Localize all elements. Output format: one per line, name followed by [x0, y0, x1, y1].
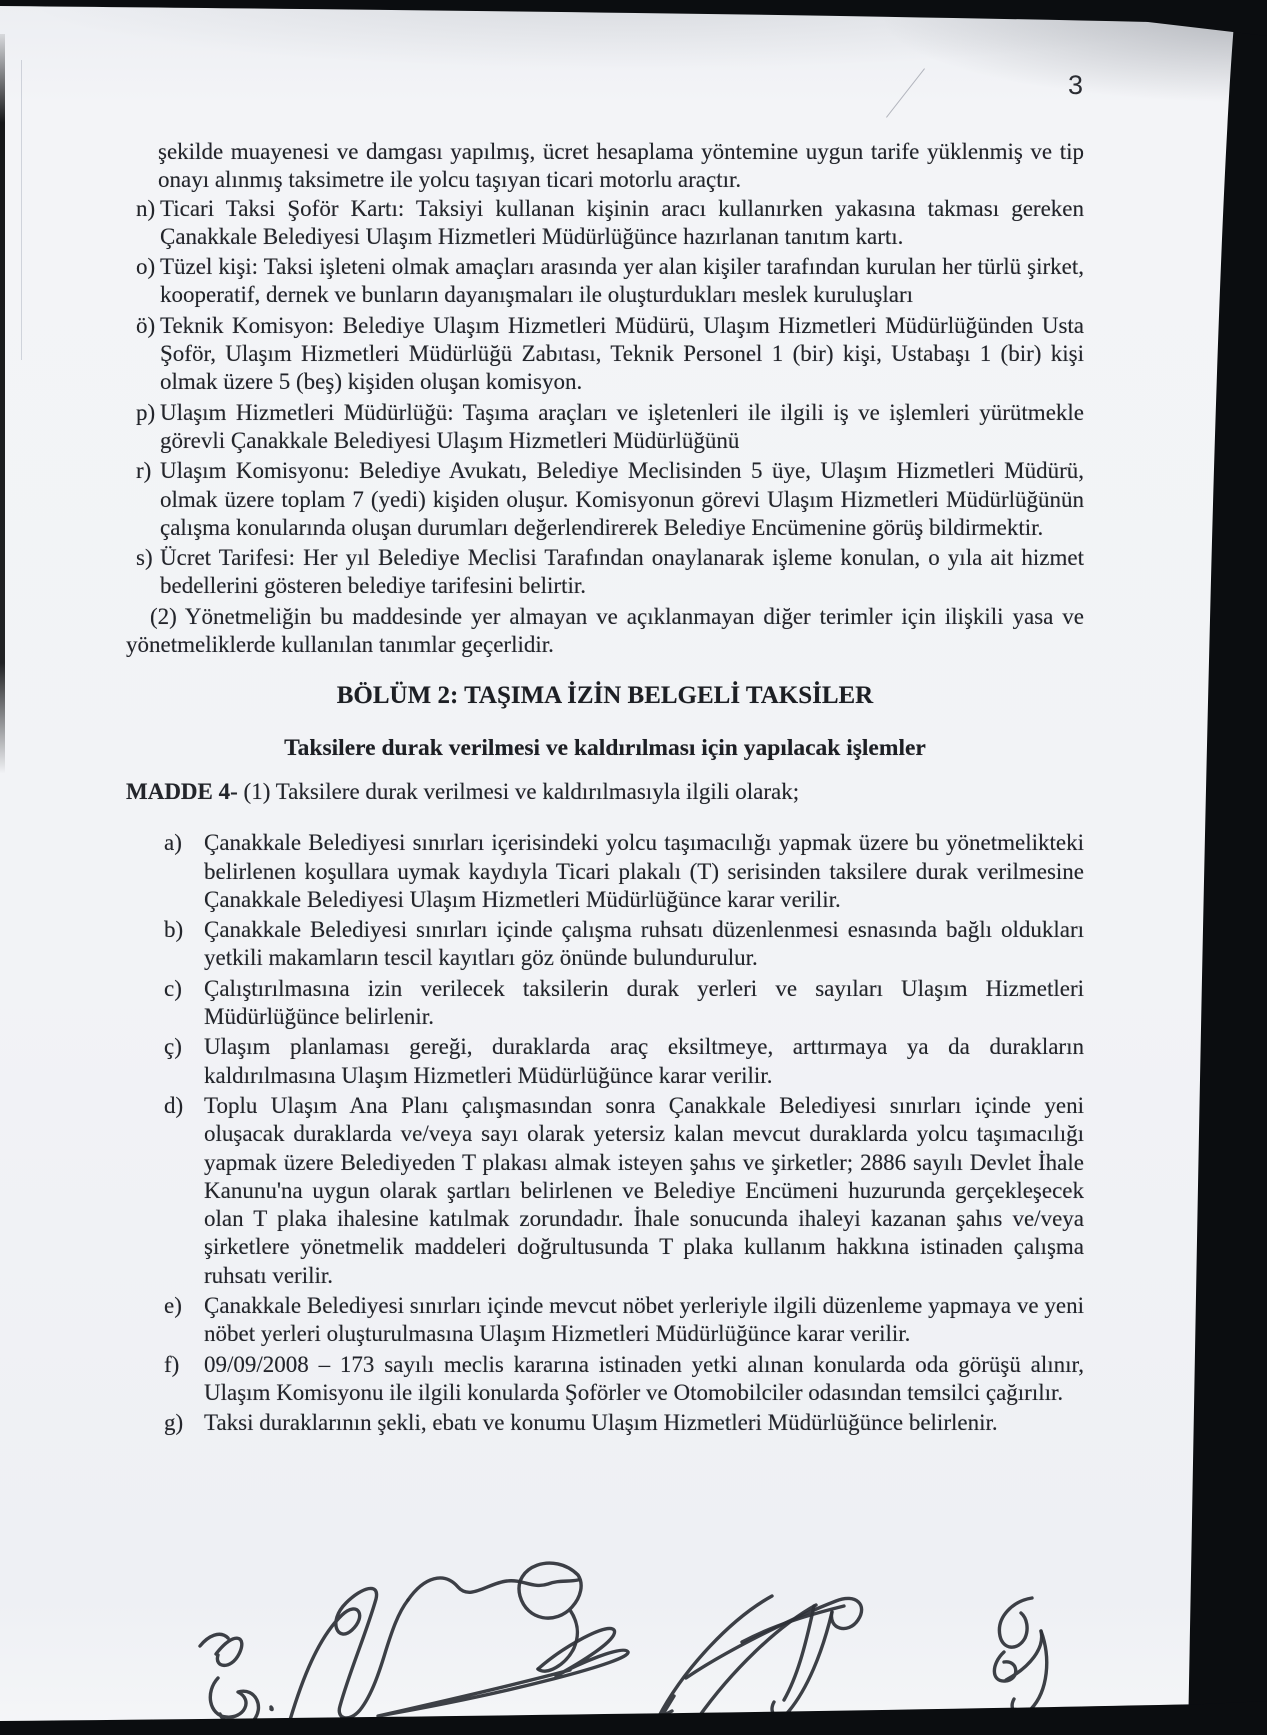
item-letter: r): [136, 458, 152, 484]
madde4-item-a: [126, 829, 1084, 914]
madde-4-label: MADDE 4-: [126, 778, 238, 804]
page-number: 3: [1068, 70, 1084, 100]
madde4-item-g: [126, 1409, 1084, 1437]
scan-edge-right: [1188, 0, 1267, 1735]
item-letter: d): [164, 1092, 184, 1118]
madde-4-paragraph: [126, 778, 1084, 806]
item-text: Toplu Ulaşım Ana Planı çalışmasından sonra Çanakkale Belediyesi sınırları içinde yeni oluşacak duraklarda ve/veya sayı olarak yetersiz kalan mevcut duraklarda yolcu taşımacılığı yapmak üzere Belediyeden T plakası almak isteyen şahıs ve şirketler; 2886 sayılı Devlet İhale Kanunu'na uygun olarak şartları belirlenen ve Belediye Encümeni huzurunda gerçekleşecek olan T plaka ihalesine katılmak zorundadır. İhale sonucunda ihaleyi kazanan şahıs ve/veya şirketlere yönetmelik maddeleri doğrultusunda T plaka kullanım hakkına istinaden çalışma ruhsatı verilir.: [204, 1092, 1084, 1288]
paper-crease: [21, 60, 22, 360]
paragraph-continuation: şekilde muayenesi ve damgası yapılmış, ücret hesaplama yöntemine uygun tarife yüklenmiş ve tip onayı alınmış taksimetre ile yolcu taşıyan ticari motorlu araçtır.: [158, 139, 1084, 193]
signature-block: [150, 1558, 1210, 1735]
definition-item-r: [126, 457, 1084, 542]
item-letter: s): [136, 545, 153, 571]
item-text: Ulaşım Komisyonu: Belediye Avukatı, Belediye Meclisinden 5 üye, Ulaşım Hizmetleri Müdürü, olmak üzere toplam 7 (yedi) kişiden oluşur. Komisyonun görevi Ulaşım Hizmetleri Müdürlüğünün çalışma konularında oluşan durumları değerlendirerek Belediye Encümenine görüş bildirmektir.: [160, 458, 1084, 540]
definition-item-s: [126, 544, 1084, 601]
signature-3: [658, 1596, 862, 1718]
item-text: Çanakkale Belediyesi sınırları içerisindeki yolcu taşımacılığı yapmak üzere bu yönetmelikteki belirlenen koşullara uymak kaydıyla Ticari plakalı (T) serisinden taksilere durak verilmesine Çanakkale Belediyesi Ulaşım Hizmetleri Müdürlüğünce karar verilir.: [204, 830, 1084, 912]
madde4-item-cc: [126, 1033, 1084, 1090]
definition-item-n: [126, 195, 1084, 252]
definition-item-o: [126, 253, 1084, 310]
item-text: 09/09/2008 – 173 sayılı meclis kararına istinaden yetki alınan konularda oda görüşü alınır, Ulaşım Komisyonu ile ilgili konularda Şoförler ve Otomobilciler odasından temsilci çağırılır.: [204, 1351, 1084, 1405]
item-text: Ulaşım planlaması gereği, duraklarda araç eksiltmeye, arttırmaya ya da durakların kaldırılmasına Ulaşım Hizmetleri Müdürlüğünce karar verilir.: [204, 1034, 1084, 1088]
item-letter: b): [164, 917, 184, 943]
madde4-item-b: [126, 916, 1084, 973]
item-text: Çalıştırılmasına izin verilecek taksilerin durak yerleri ve sayıları Ulaşım Hizmetleri Müdürlüğünce belirlenir.: [204, 975, 1084, 1030]
item-text: Tüzel kişi: Taksi işleteni olmak amaçları arasında yer alan kişiler tarafından kurulan her türlü şirket, kooperatif, dernek ve bunların dayanışmaları ile oluşturdukları meslek kuruluşları: [160, 254, 1084, 308]
item-letter: g): [164, 1410, 184, 1436]
madde-4-intro: (1) Taksilere durak verilmesi ve kaldırılmasıyla ilgili olarak;: [237, 778, 800, 804]
definition-item-oe: [126, 312, 1084, 397]
madde4-item-e: [126, 1292, 1084, 1349]
madde4-item-f: [126, 1351, 1084, 1408]
definition-item-p: [126, 399, 1084, 456]
item-letter: e): [164, 1292, 182, 1318]
item-letter: p): [136, 399, 156, 425]
item-text: Ulaşım Hizmetleri Müdürlüğü: Taşıma araçları ve işletenleri ile ilgili iş ve işlemleri yürütmekle görevli Çanakkale Belediyesi Ulaşım Hizmetleri Müdürlüğünü: [160, 399, 1084, 453]
scan-edge-top: [0, 0, 1267, 36]
item-text: Çanakkale Belediyesi sınırları içinde mevcut nöbet yerleriyle ilgili düzenleme yapmaya ve yeni nöbet yerleri oluşturulmasına Ulaşım Hizmetleri Müdürlüğünce karar verilir.: [204, 1292, 1084, 1347]
item-text: Teknik Komisyon: Belediye Ulaşım Hizmetleri Müdürü, Ulaşım Hizmetleri Müdürlüğünden Usta Şoför, Ulaşım Hizmetleri Müdürlüğü Zabıtası, Teknik Personel 1 (bir) kişi, Ustabaşı 1 (bir) kişi olmak üzere 5 (beş) kişiden oluşan komisyon.: [160, 312, 1084, 395]
scan-edge-left: [0, 34, 5, 774]
item-letter: n): [136, 195, 156, 221]
clause-2-paragraph: (2) Yönetmeliğin bu maddesinde yer almayan ve açıklanmayan diğer terimler için ilişkili yasa ve yönetmeliklerde kullanılan tanımlar geçerlidir.: [126, 603, 1084, 658]
scan-scratch: [886, 68, 925, 117]
section-subtitle: Taksilere durak verilmesi ve kaldırılması için yapılacak işlemler: [284, 734, 926, 761]
item-letter: f): [164, 1351, 180, 1377]
madde4-item-d: [126, 1092, 1084, 1290]
item-letter: ç): [164, 1034, 182, 1060]
signature-2: [378, 1563, 628, 1716]
madde4-item-c: [126, 975, 1084, 1032]
madde-4-list: [126, 829, 1084, 1437]
signature-4: [994, 1598, 1046, 1714]
item-letter: o): [136, 254, 156, 280]
item-letter: a): [164, 830, 182, 856]
item-text: Taksi duraklarının şekli, ebatı ve konumu Ulaşım Hizmetleri Müdürlüğünce belirlenir.: [204, 1410, 998, 1436]
section-title: BÖLÜM 2: TAŞIMA İZİN BELGELİ TAKSİLER: [336, 682, 874, 710]
item-text: Çanakkale Belediyesi sınırları içinde çalışma ruhsatı düzenlenmesi esnasında bağlı oldukları yetkili makamların tescil kayıtları göz önünde bulundurulur.: [204, 917, 1084, 971]
document-body: [126, 138, 1084, 1439]
item-text: Ticari Taksi Şoför Kartı: Taksiyi kullanan kişinin aracı kullanırken yakasına takması gereken Çanakkale Belediyesi Ulaşım Hizmetleri Müdürlüğünce hazırlanan tanıtım kartı.: [160, 195, 1084, 249]
item-letter: ö): [136, 312, 156, 338]
item-text: Ücret Tarifesi: Her yıl Belediye Meclisi Tarafından onaylanarak işleme konulan, o yıla ait hizmet bedellerini gösteren belediye tarifesini belirtir.: [160, 545, 1084, 599]
item-letter: c): [164, 975, 182, 1001]
